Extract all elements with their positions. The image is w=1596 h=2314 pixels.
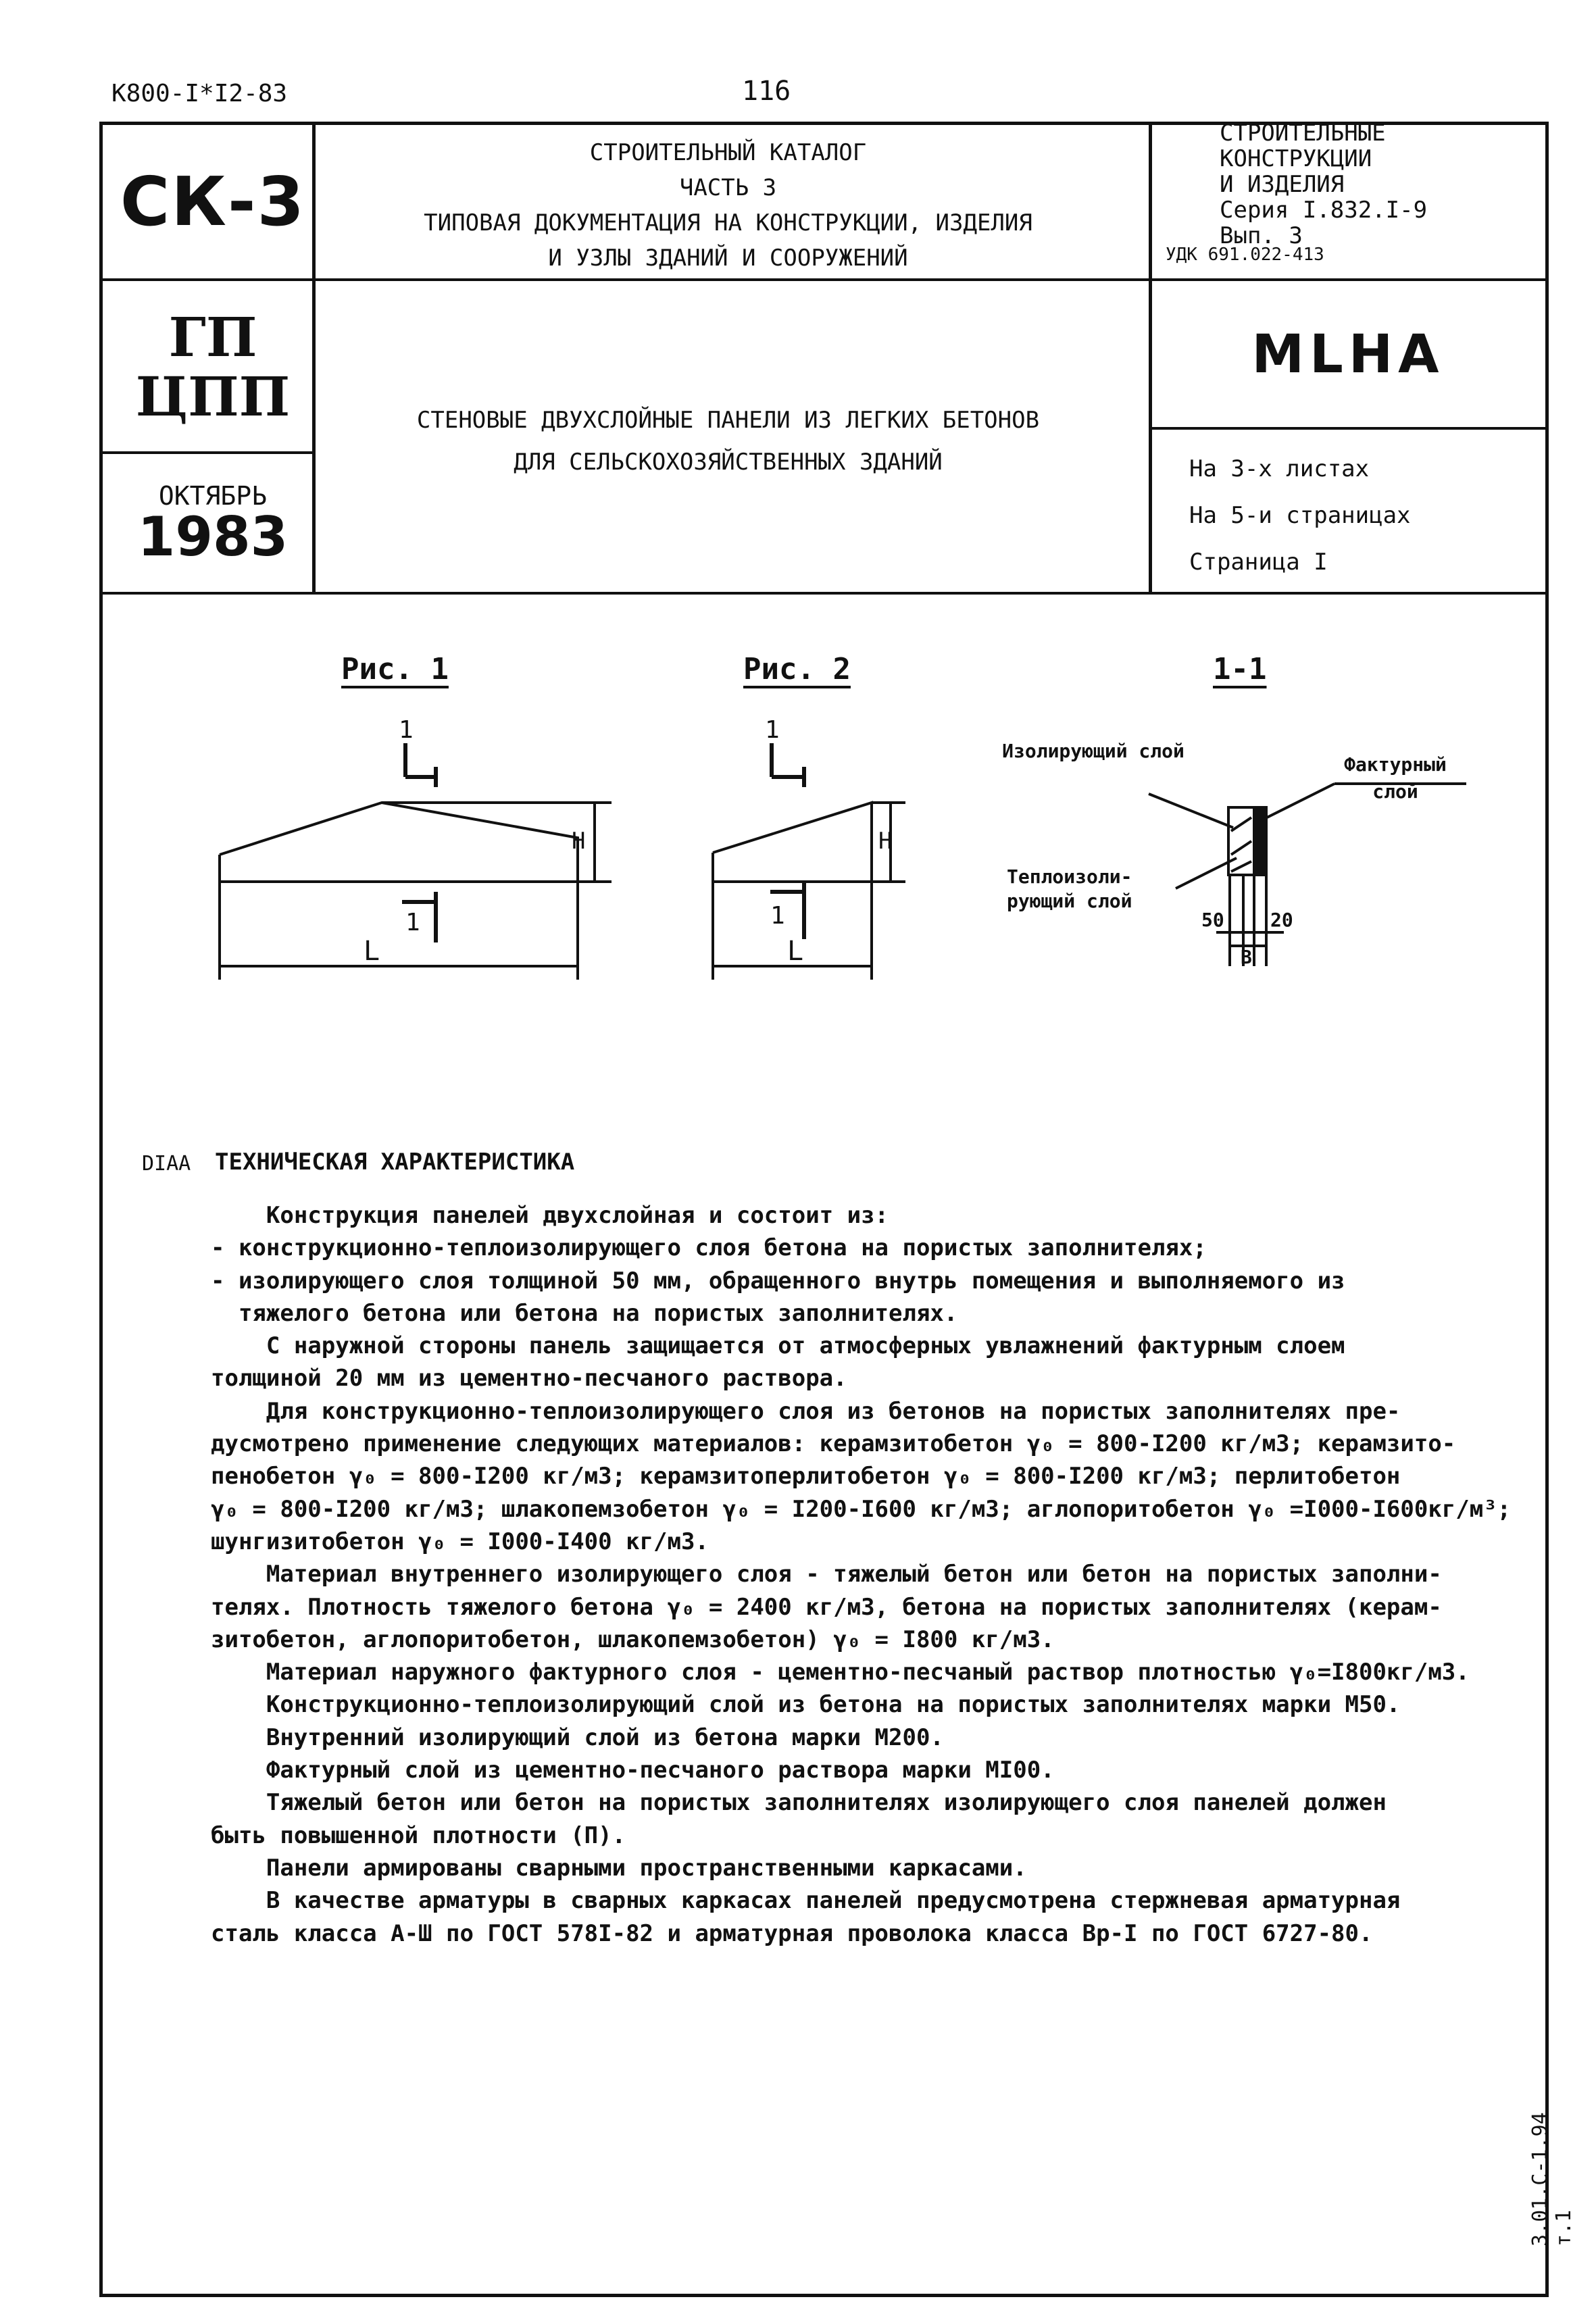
series-info-line1: СТРОИТЕЛЬНЫЕ <box>1220 120 1386 147</box>
issue-month: ОКТЯБРЬ <box>158 481 268 511</box>
section-1-1 <box>1149 784 1466 966</box>
catalog-line3: ТИПОВАЯ ДОКУМЕНТАЦИЯ НА КОНСТРУКЦИИ, ИЗДЕЛИЯ <box>424 209 1032 236</box>
fig1-section-mark-bottom: 1 <box>405 909 420 936</box>
spec-line: телях. Плотность тяжелого бетона γ₀ = 2400 кг/м3, бетона на пористых заполнителях (керам- <box>211 1593 1442 1621</box>
spec-line: дусмотрено применение следующих материалов: керамзитобетон γ₀ = 800-I200 кг/м3; керамзито- <box>211 1430 1456 1458</box>
spec-line: сталь класса А-Ш по ГОСТ 578I-82 и арматурная проволока класса Вр-I по ГОСТ 6727-80. <box>211 1919 1373 1947</box>
spec-line: Конструкция панелей двухслойная и состоит из: <box>211 1202 889 1229</box>
spec-line: - изолирующего слоя толщиной 50 мм, обращенного внутрь помещения и выполняемого из <box>211 1267 1345 1294</box>
spec-line: шунгизитобетон γ₀ = I000-I400 кг/м3. <box>211 1528 709 1555</box>
pages-count: На 5-и страницах <box>1189 502 1411 529</box>
series-info-line3: И ИЗДЕЛИЯ <box>1220 171 1345 198</box>
section-title: ТЕХНИЧЕСКАЯ ХАРАКТЕРИСТИКА <box>215 1149 575 1176</box>
spec-line: γ₀ = 800-I200 кг/м3; шлакопемзобетон γ₀ = I200-I600 кг/м3; аглопоритобетон γ₀ =I000-I600кг/м³; <box>211 1495 1512 1523</box>
fig1-length-label: L <box>364 936 380 967</box>
spec-line: С наружной стороны панель защищается от атмосферных увлажнений фактурным слоем <box>211 1332 1345 1360</box>
fig2-length-label: L <box>787 936 804 967</box>
page-index: Страница I <box>1189 549 1328 576</box>
catalog-line1: СТРОИТЕЛЬНЫЙ КАТАЛОГ <box>589 139 867 166</box>
spec-line: толщиной 20 мм из цементно-песчаного раствора. <box>211 1365 847 1392</box>
fig1-height-label: H <box>572 828 586 855</box>
archive-code: 3.01.С-1.94 т.1 <box>1528 2112 1576 2246</box>
spec-line: тяжелого бетона или бетона на пористых заполнителях. <box>211 1299 958 1327</box>
fig1-label: Рис. 1 <box>341 652 449 686</box>
fig2-section-mark-bottom: 1 <box>770 902 785 930</box>
section-tag: DIAA <box>142 1152 191 1176</box>
udk-code: УДК 691.022-413 <box>1166 245 1324 265</box>
spec-line: Конструкционно-теплоизолирующий слой из бетона на пористых заполнителях марки М50. <box>211 1691 1401 1719</box>
insulating-layer-label: Изолирующий слой <box>1002 740 1184 762</box>
thermal-layer-line1: Теплоизоли- <box>1007 865 1132 888</box>
classification-code: MLHA <box>1251 324 1445 385</box>
spec-line: - конструкционно-теплоизолирующего слоя бетона на пористых заполнителях; <box>211 1234 1207 1262</box>
fig2-section-mark-top: 1 <box>765 716 780 744</box>
series-code: СК-3 <box>120 162 306 241</box>
organization-line2: ЦПП <box>135 365 291 428</box>
fig2-height-label: H <box>878 828 893 855</box>
fig2-label: Рис. 2 <box>743 652 851 686</box>
dim-b: В <box>1241 946 1252 968</box>
series-info-line2: КОНСТРУКЦИИ <box>1220 145 1372 172</box>
sheets-count: На 3-х листах <box>1189 455 1370 482</box>
fig2-panel <box>713 743 905 980</box>
fig1-section-mark-top: 1 <box>399 716 414 744</box>
spec-line: Внутренний изолирующий слой из бетона марки М200. <box>211 1724 944 1751</box>
catalog-line4: И УЗЛЫ ЗДАНИЙ И СООРУЖЕНИЙ <box>548 245 908 272</box>
thermal-layer-line2: рующий слой <box>1007 890 1132 912</box>
fig1-panel <box>220 743 612 980</box>
organization-line1: ГП <box>168 305 257 369</box>
spec-line: Для конструкционно-теплоизолирующего слоя из бетонов на пористых заполнителях пре- <box>211 1397 1401 1425</box>
title-line2: ДЛЯ СЕЛЬСКОХОЗЯЙСТВЕННЫХ ЗДАНИЙ <box>514 449 943 476</box>
spec-line: Материал внутреннего изолирующего слоя - тяжелый бетон или бетон на пористых заполни- <box>211 1561 1442 1588</box>
spec-line: зитобетон, аглопоритобетон, шлакопемзобетон) γ₀ = I800 кг/м3. <box>211 1626 1055 1653</box>
document-code: К800-I*I2-83 <box>111 80 288 107</box>
spec-line: быть повышенной плотности (П). <box>211 1821 626 1849</box>
title-line1: СТЕНОВЫЕ ДВУХСЛОЙНЫЕ ПАНЕЛИ ИЗ ЛЕГКИХ БЕТОНОВ <box>416 407 1040 434</box>
series-info-line5: Вып. 3 <box>1220 222 1303 249</box>
spec-line: пенобетон γ₀ = 800-I200 кг/м3; керамзитоперлитобетон γ₀ = 800-I200 кг/м3; перлитобетон <box>211 1463 1401 1490</box>
page-number: 116 <box>742 76 791 107</box>
spec-line: Материал наружного фактурного слоя - цементно-песчаный раствор плотностью γ₀=I800кг/м3. <box>211 1659 1470 1686</box>
spec-line: Тяжелый бетон или бетон на пористых заполнителях изолирующего слоя панелей должен <box>211 1789 1387 1817</box>
catalog-line2: ЧАСТЬ 3 <box>679 174 777 201</box>
spec-line: Фактурный слой из цементно-песчаного раствора марки МI00. <box>211 1757 1055 1784</box>
issue-year: 1983 <box>137 505 289 568</box>
dim-50: 50 <box>1201 909 1224 931</box>
thermal-layer-label <box>1007 865 1132 913</box>
dim-20: 20 <box>1270 909 1293 931</box>
section-label: 1-1 <box>1213 652 1267 686</box>
texture-layer-label: Фактурный слой <box>1344 753 1447 803</box>
spec-line: Панели армированы сварными пространственными каркасами. <box>211 1854 1027 1882</box>
specification-text <box>211 1199 1512 1950</box>
spec-line: В качестве арматуры в сварных каркасах панелей предусмотрена стержневая арматурная <box>211 1887 1401 1915</box>
series-info-line4: Серия I.832.I-9 <box>1220 197 1428 224</box>
